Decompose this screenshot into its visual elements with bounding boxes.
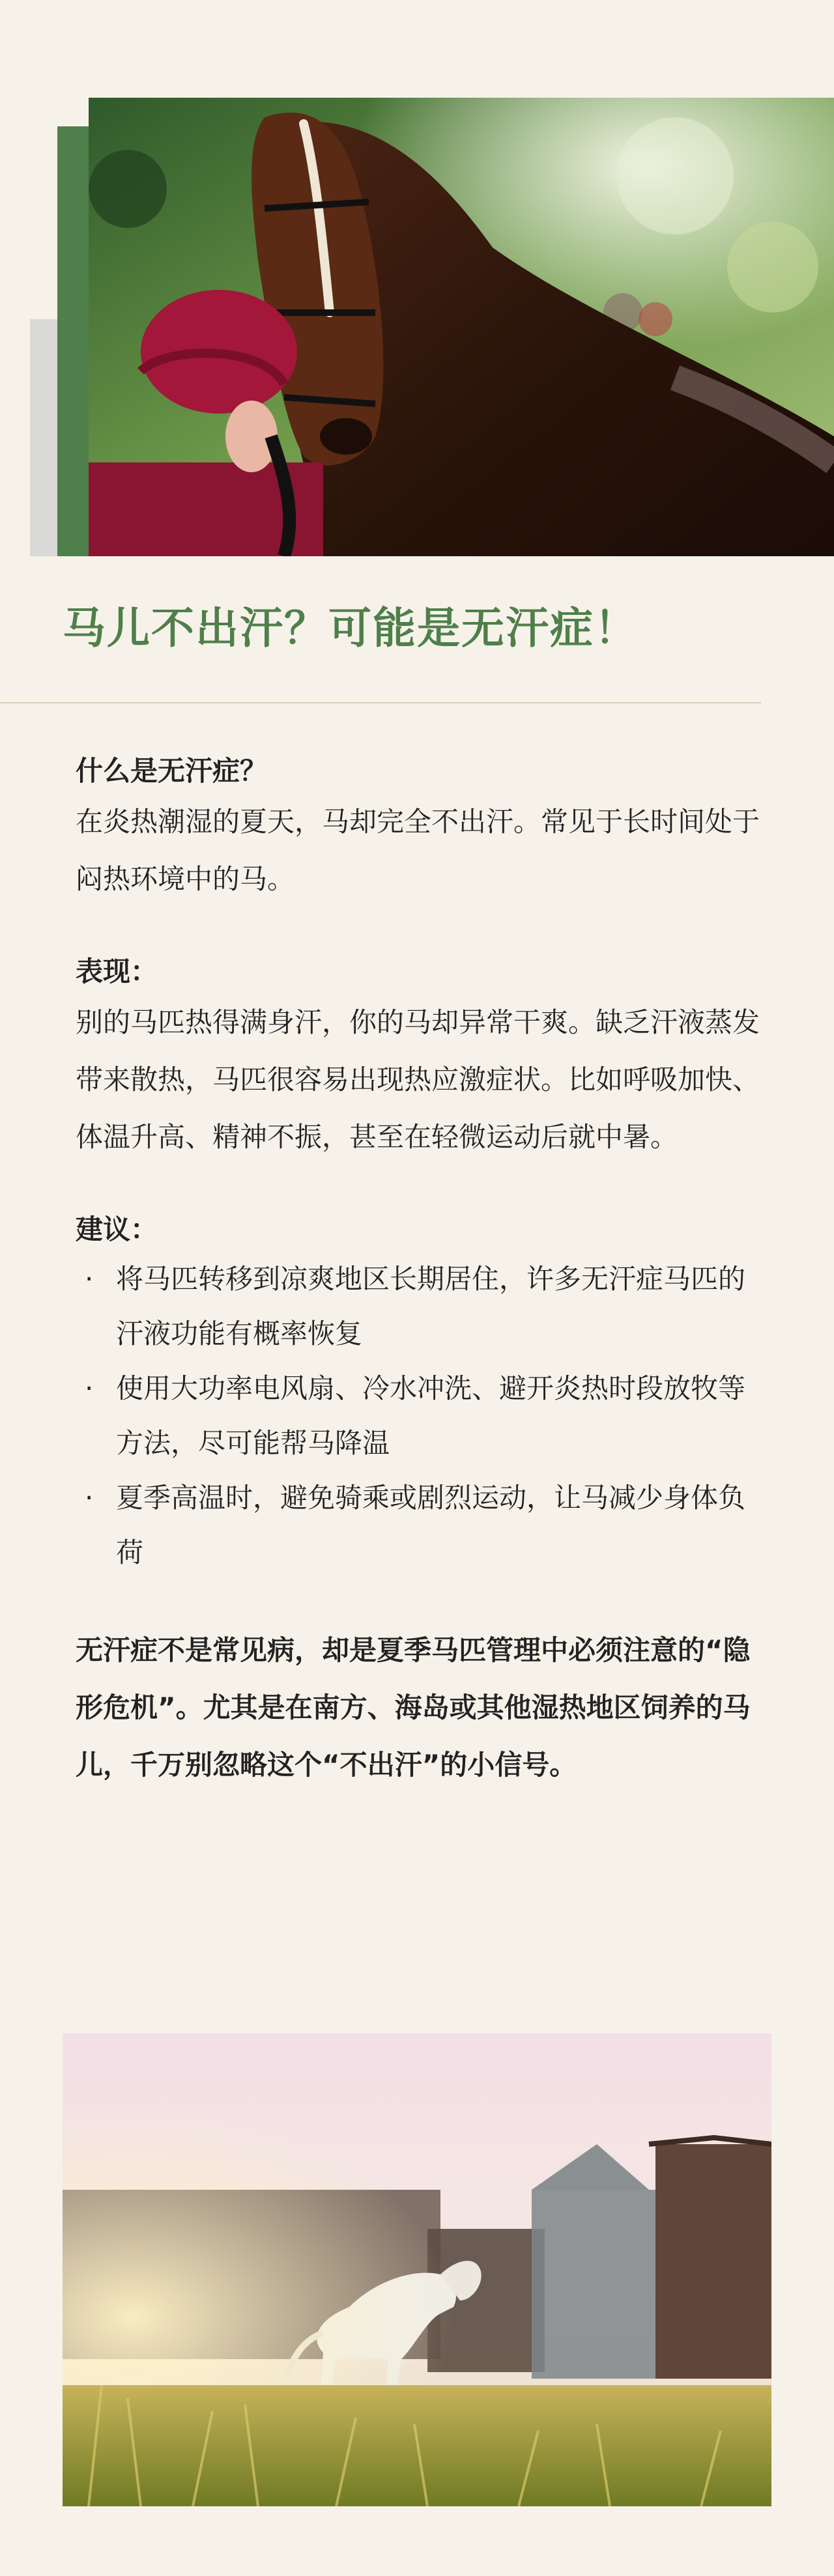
list-item-text: 夏季高温时，避免骑乘或剧烈运动，让马减少身体负荷 bbox=[116, 1482, 746, 1568]
spacer bbox=[76, 1166, 766, 1208]
section-heading-symptoms: 表现： bbox=[76, 955, 158, 987]
green-accent-bar bbox=[57, 126, 89, 556]
section-paragraph-what: 在炎热潮湿的夏天，马却完全不出汗。常见于长时间处于闷热环境中的马。 bbox=[76, 806, 760, 895]
bullet-dot: · bbox=[85, 1372, 94, 1404]
section-heading-advice: 建议： bbox=[76, 1213, 158, 1245]
spacer bbox=[76, 1580, 766, 1622]
title-divider bbox=[0, 702, 761, 703]
list-item-text: 使用大功率电风扇、冷水冲洗、避开炎热时段放牧等方法，尽可能帮马降温 bbox=[116, 1372, 746, 1459]
hero-section bbox=[0, 0, 834, 560]
advice-list bbox=[76, 1252, 766, 1580]
section-paragraph-symptoms: 别的马匹热得满身汗，你的马却异常干爽。缺乏汗液蒸发带来散热，马匹很容易出现热应激症状。比如呼吸加快、体温升高、精神不振，甚至在轻微运动后就中暑。 bbox=[76, 1006, 760, 1153]
white-horse-photo bbox=[63, 2033, 771, 2506]
conclusion-paragraph: 无汗症不是常见病，却是夏季马匹管理中必须注意的“隐形危机”。尤其是在南方、海岛或其他湿热地区饲养的马儿，千万别忽略这个“不出汗”的小信号。 bbox=[76, 1634, 751, 1781]
spacer bbox=[76, 908, 766, 950]
article-body bbox=[76, 749, 766, 1794]
list-item bbox=[76, 1252, 766, 1361]
list-item-text: 将马匹转移到凉爽地区长期居住，许多无汗症马匹的汗液功能有概率恢复 bbox=[116, 1263, 746, 1350]
hero-horse-photo bbox=[89, 98, 834, 556]
list-item bbox=[76, 1361, 766, 1471]
list-item bbox=[76, 1471, 766, 1580]
bullet-dot: · bbox=[85, 1482, 94, 1514]
bullet-dot: · bbox=[85, 1263, 94, 1295]
section-heading-what: 什么是无汗症？ bbox=[76, 755, 268, 787]
page-title: 马儿不出汗？可能是无汗症！ bbox=[63, 603, 639, 653]
